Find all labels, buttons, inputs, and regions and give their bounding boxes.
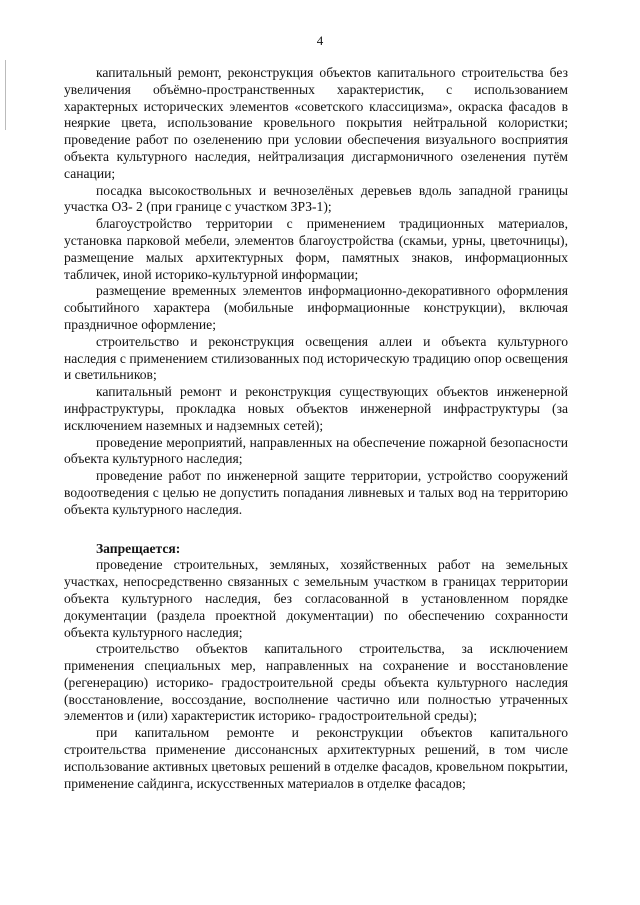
document-body: [64, 65, 568, 792]
permitted-item-3: благоустройство территории с применением традиционных материалов, установка парковой мебели, элементов благоустройства (скамьи, урны, цветочницы), размещение малых архитектурных форм, памятных знаков, информационных табличек, иной историко-культурной информации;: [64, 216, 568, 282]
page-number: 4: [316, 33, 324, 48]
prohibited-item-1: проведение строительных, земляных, хозяйственных работ на земельных участках, непосредственно связанных с земельным участком в границах территории объекта культурного наследия, без согласованной в установленном порядке документации (раздела проектной документации) по обеспечению сохранности объекта культурного наследия;: [64, 557, 568, 640]
permitted-item-2: посадка высокоствольных и вечнозелёных деревьев вдоль западной границы участка ОЗ- 2 (при границе с участком ЗРЗ-1);: [64, 182, 568, 215]
permitted-item-6: капитальный ремонт и реконструкция существующих объектов инженерной инфраструктуры, прокладка новых объектов инженерной инфраструктуры (за исключением наземных и надземных сетей);: [64, 384, 568, 433]
prohibited-item-2: строительство объектов капитального строительства, за исключением применения специальных мер, направленных на сохранение и восстановление (регенерацию) историко- градостроительной среды объекта культурного наследия (восстановление, воссоздание, восполнение частично или полностью утраченных элементов и (или) характеристик историко- градостроительной среды);: [64, 641, 568, 724]
permitted-item-5: строительство и реконструкция освещения аллеи и объекта культурного наследия с применением стилизованных под историческую традицию опор освещения и светильников;: [64, 333, 568, 383]
permitted-item-4: размещение временных элементов информационно-декоративного оформления событийного характера (мобильные информационные конструкции), включая праздничное оформление;: [64, 283, 568, 332]
scan-edge-mark: [5, 60, 6, 130]
permitted-item-1: капитальный ремонт, реконструкция объектов капитального строительства без увеличения объёмно-пространственных характеристик, с использованием характерных исторических элементов «советского классицизма», окраска фасадов в неяркие цвета, использование кровельного покрытия нейтральной колористки; проведение работ по озеленению при условии обеспечения визуального восприятия объекта культурного наследия, нейтрализация дисгармоничного озеленения путём санации;: [64, 65, 568, 181]
prohibited-heading: Запрещается:: [96, 540, 181, 556]
permitted-item-8: проведение работ по инженерной защите территории, устройство сооружений водоотведения с целью не допустить попадания ливневых и талых вод на территорию объекта культурного наследия.: [64, 468, 568, 517]
permitted-item-7: проведение мероприятий, направленных на обеспечение пожарной безопасности объекта культурного наследия;: [64, 434, 568, 467]
prohibited-item-3: при капитальном ремонте и реконструкции объектов капитального строительства применение диссонансных архитектурных решений, в том числе использование активных цветовых решений в отделке фасадов, кровельном покрытии, применение сайдинга, искусственных материалов в отделке фасадов;: [64, 725, 568, 791]
